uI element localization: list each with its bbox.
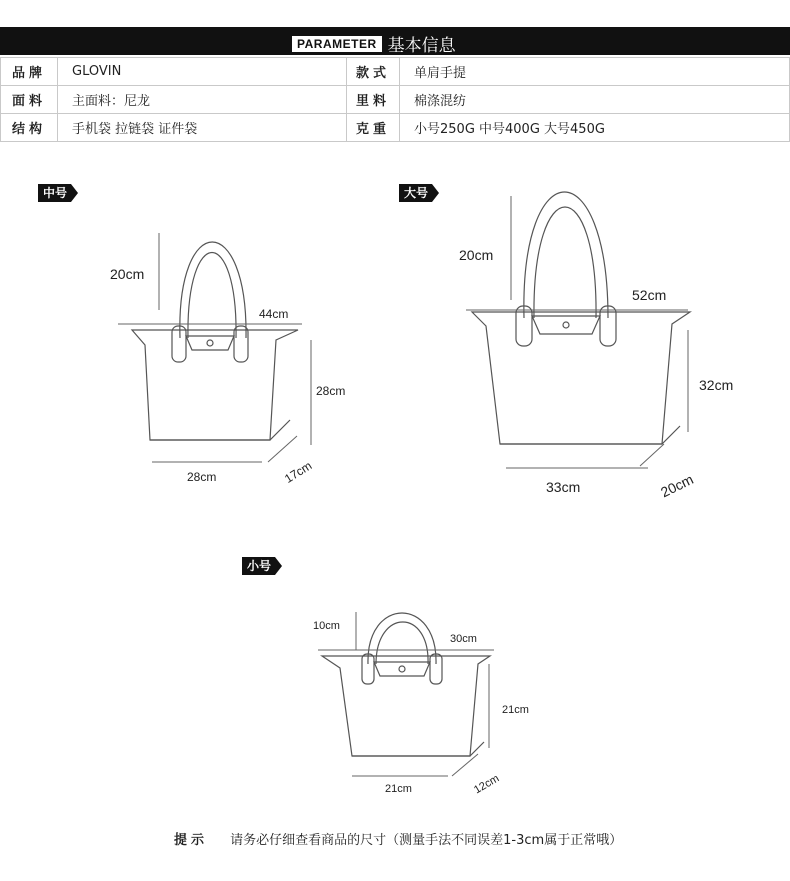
weight-value: 小号250G 中号400G 大号450G: [400, 114, 790, 142]
large-depth: 20cm: [658, 470, 696, 501]
style-label: 款式: [347, 58, 400, 86]
small-base-width: 21cm: [385, 783, 412, 795]
brand-label: 品牌: [1, 58, 58, 86]
large-base-width: 33cm: [546, 479, 581, 495]
medium-depth: 17cm: [282, 458, 315, 486]
fabric-value: 主面料：尼龙: [58, 86, 347, 114]
structure-value: 手机袋 拉链袋 证件袋: [58, 114, 347, 142]
small-body-height: 21cm: [502, 704, 529, 716]
medium-base-width: 28cm: [187, 470, 217, 484]
medium-handle-height: 20cm: [110, 266, 145, 282]
size-note: [174, 829, 622, 848]
weight-label: 克重: [347, 114, 400, 142]
parameter-title: 基本信息: [387, 36, 456, 56]
medium-top-width: 44cm: [259, 307, 289, 321]
note-text: 请务必仔细查看商品的尺寸（测量手法不同误差1-3cm属于正常哦）: [230, 833, 623, 848]
tag-small: 小号: [242, 557, 275, 575]
note-label: 提示: [174, 833, 209, 848]
tag-large: 大号: [399, 184, 432, 202]
lining-value: 棉涤混纺: [400, 86, 790, 114]
large-handle-height: 20cm: [459, 247, 494, 263]
small-depth: 12cm: [472, 772, 502, 797]
medium-body-height: 28cm: [316, 384, 346, 398]
structure-label: 结构: [1, 114, 58, 142]
small-top-width: 30cm: [450, 633, 477, 645]
lining-label: 里料: [347, 86, 400, 114]
large-body-height: 32cm: [699, 377, 734, 393]
large-top-width: 52cm: [632, 287, 667, 303]
medium-bag-illustration: [132, 242, 298, 440]
small-handle-height: 10cm: [313, 620, 340, 632]
brand-value: GLOVIN: [58, 58, 347, 86]
tag-medium: 中号: [38, 184, 71, 202]
fabric-label: 面料: [1, 86, 58, 114]
style-value: 单肩手提: [400, 58, 790, 86]
parameter-badge: PARAMETER: [292, 36, 382, 52]
large-bag-illustration: [472, 192, 690, 444]
